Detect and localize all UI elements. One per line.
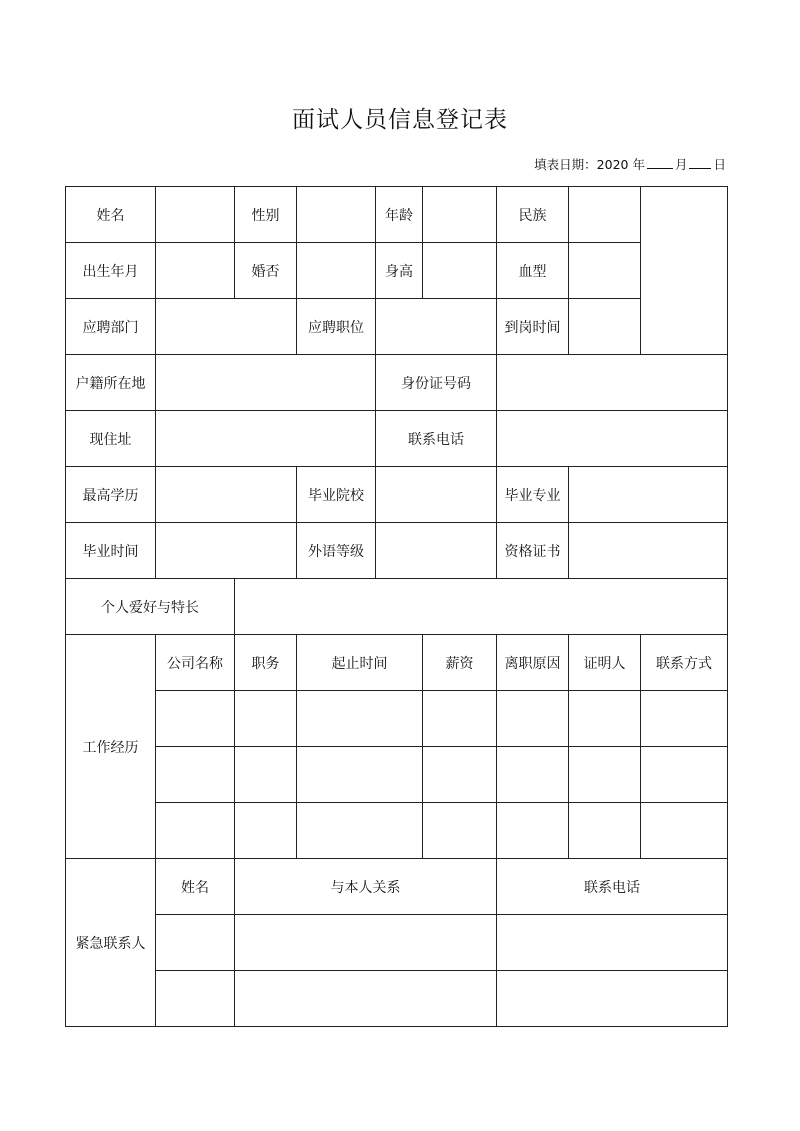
fill-date xyxy=(534,155,726,175)
field-grad-time[interactable] xyxy=(156,523,297,579)
label-blood: 血型 xyxy=(497,243,569,299)
emergency-row xyxy=(66,915,728,971)
work-cell[interactable] xyxy=(641,747,728,803)
emergency-header-row xyxy=(66,859,728,915)
emergency-cell[interactable] xyxy=(497,915,728,971)
field-start-date[interactable] xyxy=(569,299,641,355)
work-header-company: 公司名称 xyxy=(156,635,235,691)
registration-form xyxy=(65,186,728,1027)
row-graduation xyxy=(66,523,728,579)
work-header-contact: 联系方式 xyxy=(641,635,728,691)
label-age: 年龄 xyxy=(376,187,423,243)
label-lang: 外语等级 xyxy=(297,523,376,579)
emergency-header-phone: 联系电话 xyxy=(497,859,728,915)
row-basic-1 xyxy=(66,187,728,243)
label-education: 最高学历 xyxy=(66,467,156,523)
field-school[interactable] xyxy=(376,467,497,523)
work-header-salary: 薪资 xyxy=(423,635,497,691)
field-age[interactable] xyxy=(423,187,497,243)
row-hobby xyxy=(66,579,728,635)
field-birth[interactable] xyxy=(156,243,235,299)
field-hukou[interactable] xyxy=(156,355,376,411)
label-marital: 婚否 xyxy=(235,243,297,299)
field-major[interactable] xyxy=(569,467,728,523)
label-grad-time: 毕业时间 xyxy=(66,523,156,579)
work-cell[interactable] xyxy=(156,691,235,747)
work-cell[interactable] xyxy=(297,691,423,747)
photo-box[interactable] xyxy=(641,187,728,355)
field-ethnicity[interactable] xyxy=(569,187,641,243)
label-phone: 联系电话 xyxy=(376,411,497,467)
work-row xyxy=(66,803,728,859)
work-cell[interactable] xyxy=(297,747,423,803)
emergency-cell[interactable] xyxy=(497,971,728,1027)
label-position: 应聘职位 xyxy=(297,299,376,355)
label-hukou: 户籍所在地 xyxy=(66,355,156,411)
emergency-cell[interactable] xyxy=(235,915,497,971)
work-cell[interactable] xyxy=(641,691,728,747)
label-birth: 出生年月 xyxy=(66,243,156,299)
row-hukou xyxy=(66,355,728,411)
work-cell[interactable] xyxy=(235,747,297,803)
row-job xyxy=(66,299,728,355)
work-cell[interactable] xyxy=(497,747,569,803)
label-id-no: 身份证号码 xyxy=(376,355,497,411)
emergency-cell[interactable] xyxy=(156,971,235,1027)
label-ethnicity: 民族 xyxy=(497,187,569,243)
field-hobby[interactable] xyxy=(235,579,728,635)
label-work: 工作经历 xyxy=(66,635,156,859)
work-cell[interactable] xyxy=(569,691,641,747)
work-header-reason: 离职原因 xyxy=(497,635,569,691)
field-cert[interactable] xyxy=(569,523,728,579)
label-cert: 资格证书 xyxy=(497,523,569,579)
work-cell[interactable] xyxy=(569,803,641,859)
work-cell[interactable] xyxy=(297,803,423,859)
work-cell[interactable] xyxy=(235,803,297,859)
field-marital[interactable] xyxy=(297,243,376,299)
field-education[interactable] xyxy=(156,467,297,523)
field-height[interactable] xyxy=(423,243,497,299)
label-emergency: 紧急联系人 xyxy=(66,859,156,1027)
label-name: 姓名 xyxy=(66,187,156,243)
work-header-reference: 证明人 xyxy=(569,635,641,691)
emergency-header-name: 姓名 xyxy=(156,859,235,915)
label-gender: 性别 xyxy=(235,187,297,243)
work-cell[interactable] xyxy=(156,803,235,859)
field-gender[interactable] xyxy=(297,187,376,243)
row-basic-2 xyxy=(66,243,728,299)
work-row xyxy=(66,747,728,803)
field-id-no[interactable] xyxy=(497,355,728,411)
work-cell[interactable] xyxy=(235,691,297,747)
label-height: 身高 xyxy=(376,243,423,299)
field-dept[interactable] xyxy=(156,299,297,355)
label-start-date: 到岗时间 xyxy=(497,299,569,355)
work-cell[interactable] xyxy=(641,803,728,859)
emergency-cell[interactable] xyxy=(156,915,235,971)
work-cell[interactable] xyxy=(569,747,641,803)
field-lang[interactable] xyxy=(376,523,497,579)
work-cell[interactable] xyxy=(497,803,569,859)
emergency-cell[interactable] xyxy=(235,971,497,1027)
work-header-period: 起止时间 xyxy=(297,635,423,691)
day-blank[interactable] xyxy=(689,155,711,169)
label-address: 现住址 xyxy=(66,411,156,467)
work-header-row xyxy=(66,635,728,691)
fill-date-prefix: 填表日期：2020 年 xyxy=(534,157,645,172)
emergency-header-relation: 与本人关系 xyxy=(235,859,497,915)
work-cell[interactable] xyxy=(497,691,569,747)
month-blank[interactable] xyxy=(647,155,673,169)
page-title: 面试人员信息登记表 xyxy=(292,107,508,133)
work-cell[interactable] xyxy=(423,691,497,747)
row-address xyxy=(66,411,728,467)
label-hobby: 个人爱好与特长 xyxy=(66,579,235,635)
work-row xyxy=(66,691,728,747)
work-header-title: 职务 xyxy=(235,635,297,691)
label-school: 毕业院校 xyxy=(297,467,376,523)
work-cell[interactable] xyxy=(423,803,497,859)
emergency-row xyxy=(66,971,728,1027)
label-dept: 应聘部门 xyxy=(66,299,156,355)
fill-date-month: 月 xyxy=(674,157,688,172)
field-position[interactable] xyxy=(376,299,497,355)
field-blood[interactable] xyxy=(569,243,641,299)
field-name[interactable] xyxy=(156,187,235,243)
row-education xyxy=(66,467,728,523)
work-cell[interactable] xyxy=(423,747,497,803)
field-address[interactable] xyxy=(156,411,376,467)
fill-date-day: 日 xyxy=(713,157,726,172)
field-phone[interactable] xyxy=(497,411,728,467)
work-cell[interactable] xyxy=(156,747,235,803)
label-major: 毕业专业 xyxy=(497,467,569,523)
